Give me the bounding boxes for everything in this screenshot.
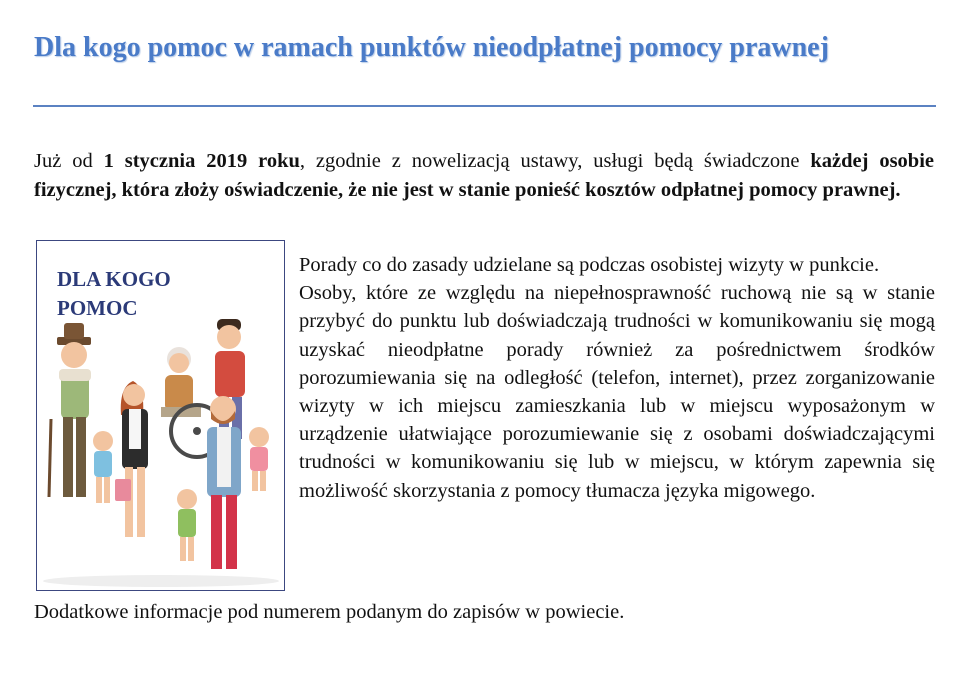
figure-heading: DLA KOGO POMOC xyxy=(57,267,171,320)
woman-figure xyxy=(115,381,148,537)
intro-text-1: Już od xyxy=(34,150,104,172)
body-paragraph xyxy=(299,251,935,505)
page-title: Dla kogo pomoc w ramach punktów nieodpłatnej pomocy prawnej xyxy=(34,32,829,63)
paragraph-remote-options: Osoby, które ze względu na niepełnosprawność ruchową nie są w stanie przybyć do punktu lub doświadczają trudności w komunikowaniu się mogą uzyskać nieodpłatne porady również za pośrednictwem środków porozumiewania się na odległość (telefon, internet), przez zorganizowanie wizyty w ich miejscu zamieszkania lub w miejscu wyposażonym w urządzenie ułatwiające porozumiewanie się z osobami doświadczającymi trudności w komunikowaniu się lub w miejscu, w którym zapewnia się możliwość skorzystania z pomocy tłumacza języka migowego. xyxy=(299,282,935,502)
intro-date: 1 stycznia 2019 roku xyxy=(103,150,300,172)
footer-note: Dodatkowe informacje pod numerem podanym do zapisów w powiecie. xyxy=(34,601,625,623)
family-illustration-figure xyxy=(36,240,285,591)
intro-paragraph xyxy=(34,147,934,205)
grandfather-figure xyxy=(49,323,91,497)
title-underline xyxy=(33,105,936,107)
little-girl-left-figure xyxy=(93,431,113,503)
intro-eligibility: każdej osobie fizycznej, która złoży oświadczenie, że nie jest w stanie ponieść kosztów odpłatnej pomocy prawnej. xyxy=(34,150,934,201)
little-girl-right-figure xyxy=(249,427,269,491)
family-group-illustration xyxy=(37,319,284,591)
child-center-figure xyxy=(177,489,197,561)
intro-text-2: , zgodnie z nowelizacją ustawy, usługi będą świadczone xyxy=(299,150,811,172)
paragraph-visit: Porady co do zasady udzielane są podczas osobistej wizyty w punkcie. xyxy=(299,254,880,276)
